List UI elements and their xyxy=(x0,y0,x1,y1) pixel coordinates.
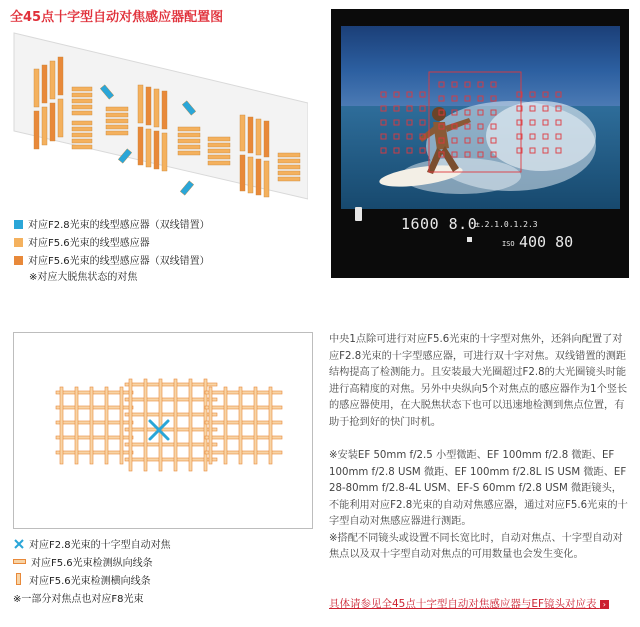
sensor-note: ※对应大脱焦状态的对焦 xyxy=(29,272,138,283)
vertical-sensor xyxy=(248,157,253,193)
vertical-sensor xyxy=(42,107,47,145)
body-paragraph: 中央1点除可进行对应F5.6光束的十字型对焦外，还斜向配置了对应F2.8光束的十字型感应器，可进行双十字对焦。双线错置的测距结构提高了检测能力。且安装最大光圈超过F2.8的大光圈镜头时能进行高精度的对焦。另外中央纵向5个对焦点的感应器作为1个竖长的感应器使用，在大脱焦状态下也可以迅速地检测到焦点位置，有助于抢到好的快门时机。 xyxy=(329,334,628,428)
horizontal-sensor xyxy=(72,111,92,115)
vertical-sensor xyxy=(248,117,253,153)
legend-f56-light: 对应F5.6光束的线型感应器 xyxy=(14,234,150,249)
vertical-line-sensor xyxy=(224,387,227,464)
viewfinder-flag-icon xyxy=(355,207,362,221)
horizontal-sensor xyxy=(278,165,300,169)
horizontal-line-sensor xyxy=(125,428,217,431)
lens-compatibility-link[interactable]: 具体请参见全45点十字型自动对焦感应器与EF镜头对应表 › xyxy=(329,597,631,612)
vertical-line-sensor xyxy=(269,387,272,464)
horizontal-line-sensor xyxy=(125,458,217,461)
vertical-line-sensor xyxy=(209,387,212,464)
horizontal-sensor xyxy=(178,127,200,131)
vertical-line-sensor xyxy=(239,387,242,464)
surfer-photo xyxy=(341,26,620,209)
horizontal-line-sensor xyxy=(125,413,217,416)
horizontal-sensor xyxy=(72,99,92,103)
af-sensor-layout-diagram xyxy=(10,27,308,207)
horizontal-sensor xyxy=(72,133,92,137)
vertical-sensor xyxy=(256,119,261,155)
vertical-line-sensor xyxy=(159,379,162,471)
vertical-sensor xyxy=(34,111,39,149)
note-lens-list: ※安装EF 50mm f/2.5 小型微距、EF 100mm f/2.8 微距、EF 100mm f/2.8 USM 微距、EF 100mm f/2.8L IS USM 微距、EF 28-80mm f/2.8-4L USM、EF-S 60mm f/2.8 USM 微距镜头，不能利用对应F2.8光束的自动对焦感应器，通过对应F5.6光束的十字型自动对焦感应器进行测距。 xyxy=(329,450,628,527)
viewfinder-image xyxy=(331,9,629,278)
vertical-bar-icon xyxy=(16,573,21,585)
horizontal-sensor xyxy=(72,87,92,91)
horizontal-sensor xyxy=(178,145,200,149)
vertical-sensor xyxy=(240,155,245,191)
horizontal-sensor xyxy=(278,159,300,163)
vertical-sensor xyxy=(264,161,269,197)
horizontal-sensor xyxy=(72,139,92,143)
horizontal-sensor xyxy=(178,151,200,155)
horizontal-sensor xyxy=(278,153,300,157)
legend-f56-dark: 对应F5.6光束的线型感应器（双线错置） xyxy=(14,252,210,267)
external-link-icon[interactable]: › xyxy=(600,600,609,609)
horizontal-sensor xyxy=(72,121,92,125)
sensor-diagram-svg xyxy=(10,27,308,207)
legend-cross-horizontal: 对应F5.6光束检测纵向线条 xyxy=(13,554,153,569)
horizontal-sensor xyxy=(178,133,200,137)
horizontal-sensor xyxy=(72,145,92,149)
horizontal-sensor xyxy=(208,161,230,165)
vertical-sensor xyxy=(154,131,159,169)
vertical-sensor xyxy=(146,87,151,125)
page-title: 全45点十字型自动对焦感应器配置图 xyxy=(10,10,224,25)
vertical-line-sensor xyxy=(144,379,147,471)
vertical-sensor xyxy=(264,121,269,157)
notes-block xyxy=(329,448,631,564)
horizontal-sensor xyxy=(208,143,230,147)
horizontal-sensor xyxy=(106,125,128,129)
vertical-sensor xyxy=(34,69,39,107)
horizontal-sensor xyxy=(72,127,92,131)
cross-sensor-diagram xyxy=(13,332,313,529)
vertical-sensor xyxy=(162,133,167,171)
blue-cross-icon xyxy=(13,538,25,550)
vf-iso-label: ISO xyxy=(502,240,515,248)
horizontal-sensor xyxy=(208,137,230,141)
vertical-sensor xyxy=(240,115,245,151)
legend-cross-f28: 对应F2.8光束的十字型自动对焦 xyxy=(13,536,171,551)
vf-readout-mid: ±.2.1.0.1.2.3 xyxy=(475,220,538,229)
vertical-sensor xyxy=(42,65,47,103)
horizontal-sensor xyxy=(106,107,128,111)
vertical-line-sensor xyxy=(60,387,63,464)
vertical-sensor xyxy=(154,89,159,127)
vertical-line-sensor xyxy=(105,387,108,464)
horizontal-line-sensor xyxy=(125,383,217,386)
horizontal-sensor xyxy=(278,171,300,175)
vertical-sensor xyxy=(256,159,261,195)
horizontal-sensor xyxy=(208,155,230,159)
vertical-line-sensor xyxy=(120,387,123,464)
light-orange-swatch-icon xyxy=(14,238,23,247)
vf-readout-left: 1600 8.0 xyxy=(401,215,478,233)
description-text xyxy=(329,332,631,446)
horizontal-sensor xyxy=(72,93,92,97)
vf-exposure-marker-icon xyxy=(467,237,472,242)
legend-cross-vertical: 对应F5.6光束检测横向线条 xyxy=(13,572,151,587)
vertical-sensor xyxy=(138,127,143,165)
vertical-line-sensor xyxy=(90,387,93,464)
horizontal-sensor xyxy=(106,119,128,123)
horizontal-sensor xyxy=(278,177,300,181)
vertical-sensor xyxy=(138,85,143,123)
vertical-line-sensor xyxy=(174,379,177,471)
cross-note: ※一部分对焦点也对应F8光束 xyxy=(13,594,144,605)
horizontal-sensor xyxy=(178,139,200,143)
vertical-sensor xyxy=(162,91,167,129)
horizontal-line-sensor xyxy=(125,443,217,446)
vertical-line-sensor xyxy=(189,379,192,471)
horizontal-sensor xyxy=(72,105,92,109)
vertical-sensor xyxy=(146,129,151,167)
vertical-sensor xyxy=(50,103,55,141)
vertical-sensor xyxy=(58,99,63,137)
vertical-line-sensor xyxy=(129,379,132,471)
horizontal-bar-icon xyxy=(13,559,26,564)
legend-f28-blue: 对应F2.8光束的线型感应器（双线错置） xyxy=(14,216,210,231)
horizontal-sensor xyxy=(208,149,230,153)
vertical-line-sensor xyxy=(254,387,257,464)
horizontal-line-sensor xyxy=(125,398,217,401)
horizontal-sensor xyxy=(106,113,128,117)
horizontal-sensor xyxy=(106,131,128,135)
vertical-sensor xyxy=(58,57,63,95)
vf-readout-right: 400 80 xyxy=(519,233,574,251)
dark-orange-swatch-icon xyxy=(14,256,23,265)
vertical-sensor xyxy=(50,61,55,99)
note-lens-variation: ※搭配不同镜头或设置不同长宽比时，自动对焦点、十字型自动对焦点以及双十字型自动对焦点的可用数量也会发生变化。 xyxy=(329,532,623,560)
f28-sensor xyxy=(180,181,194,196)
blue-swatch-icon xyxy=(14,220,23,229)
vertical-line-sensor xyxy=(75,387,78,464)
